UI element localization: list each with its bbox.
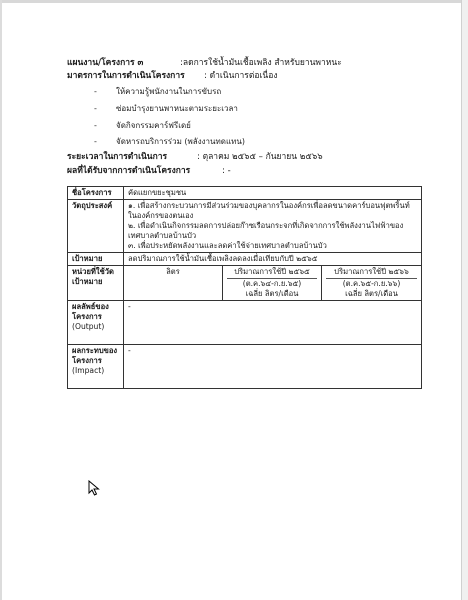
objective-item: ๑. เพื่อสร้างกระบวนการมีส่วนร่วมของบุคลากรในองค์กรเพื่อลดขนาดคาร์บอนฟุตพริ้นท์ในองค์กรของตนเอง (128, 201, 410, 220)
period-value: : ตุลาคม ๒๕๖๕ – กันยายน ๒๕๖๖ (197, 152, 323, 162)
usage-curr-period: (ต.ค.๖๕-ก.ย.๖๖) (342, 279, 401, 288)
output-label-line: ผลลัพธ์ของ (72, 302, 109, 311)
period-label: ระยะเวลาในการดำเนินการ (67, 152, 168, 162)
usage-prev-value: เฉลี่ย ลิตร/เดือน (245, 289, 299, 298)
table-row (68, 253, 422, 266)
plan-value: :ลดการใช้น้ำมันเชื้อเพลิง สำหรับยานพาหนะ (180, 58, 342, 68)
project-name-label: ชื่อโครงการ (68, 187, 124, 200)
table-row (68, 266, 422, 301)
measure-item: - ซ่อมบำรุงยานพาหนะตามระยะเวลา (94, 104, 238, 113)
usage-prev-cell (223, 266, 322, 301)
usage-curr-title: ปริมาณการใช้ปี ๒๕๖๖ (326, 267, 417, 279)
table-row (68, 301, 422, 345)
unit-value: ลิตร (124, 266, 223, 301)
objective-item: ๒. เพื่อดำเนินกิจกรรมลดการปล่อยก๊าซเรือนกระจกที่เกิดจากการใช้พลังงานไฟฟ้าของเทศบาลตำบลบ้านบัว (128, 221, 404, 240)
usage-prev-title: ปริมาณการใช้ปี ๒๕๖๕ (227, 267, 317, 279)
usage-curr-cell (322, 266, 422, 301)
scrollbar-track[interactable] (461, 0, 468, 600)
impact-label (68, 345, 124, 389)
table-row (68, 187, 422, 200)
target-label: เป้าหมาย (68, 253, 124, 266)
target-value: ลดปริมาณการใช้น้ำมันเชื้อเพลิงลดลงเมื่อเทียบกับปี ๒๕๖๕ (124, 253, 422, 266)
output-value: - (124, 301, 422, 345)
output-label (68, 301, 124, 345)
impact-value: - (124, 345, 422, 389)
usage-curr-value: เฉลี่ย ลิตร/เดือน (345, 289, 398, 298)
plan-label: แผนงาน/โครงการ ๓ (67, 58, 144, 68)
project-info-table (67, 186, 422, 389)
unit-label: หน่วยที่ใช้วัดเป้าหมาย (68, 266, 124, 301)
impact-label-line: (Impact) (72, 366, 105, 375)
impact-label-line: โครงการ (72, 356, 102, 365)
mouse-pointer-icon (88, 480, 100, 496)
measure-item: - ให้ความรู้พนักงานในการขับรถ (94, 87, 222, 96)
measures-value: : ดำเนินการต่อเนื่อง (204, 71, 278, 81)
usage-prev-period: (ต.ค.๖๔-ก.ย.๖๕) (242, 279, 302, 288)
project-name-value: คัดแยกขยะชุมชน (124, 187, 422, 200)
objectives-cell (124, 200, 422, 253)
impact-label-line: ผลกระทบของ (72, 346, 118, 355)
results-label: ผลที่ได้รับจากการดำเนินโครงการ (67, 166, 191, 176)
output-label-line: (Output) (72, 322, 105, 331)
measure-item: - จัดหารถบริการร่วม (พลังงานทดแทน) (94, 137, 245, 146)
results-value: : - (222, 166, 231, 176)
objective-item: ๓. เพื่อประหยัดพลังงานและลดค่าใช้จ่ายเทศบาลตำบลบ้านบัว (128, 241, 327, 250)
measures-label: มาตรการในการดำเนินโครงการ (67, 71, 185, 81)
measure-item: - จัดกิจกรรมคาร์ฟรีเดย์ (94, 121, 191, 130)
output-label-line: โครงการ (72, 312, 102, 321)
table-row (68, 345, 422, 389)
objectives-label: วัตถุประสงค์ (68, 200, 124, 253)
table-row (68, 200, 422, 253)
